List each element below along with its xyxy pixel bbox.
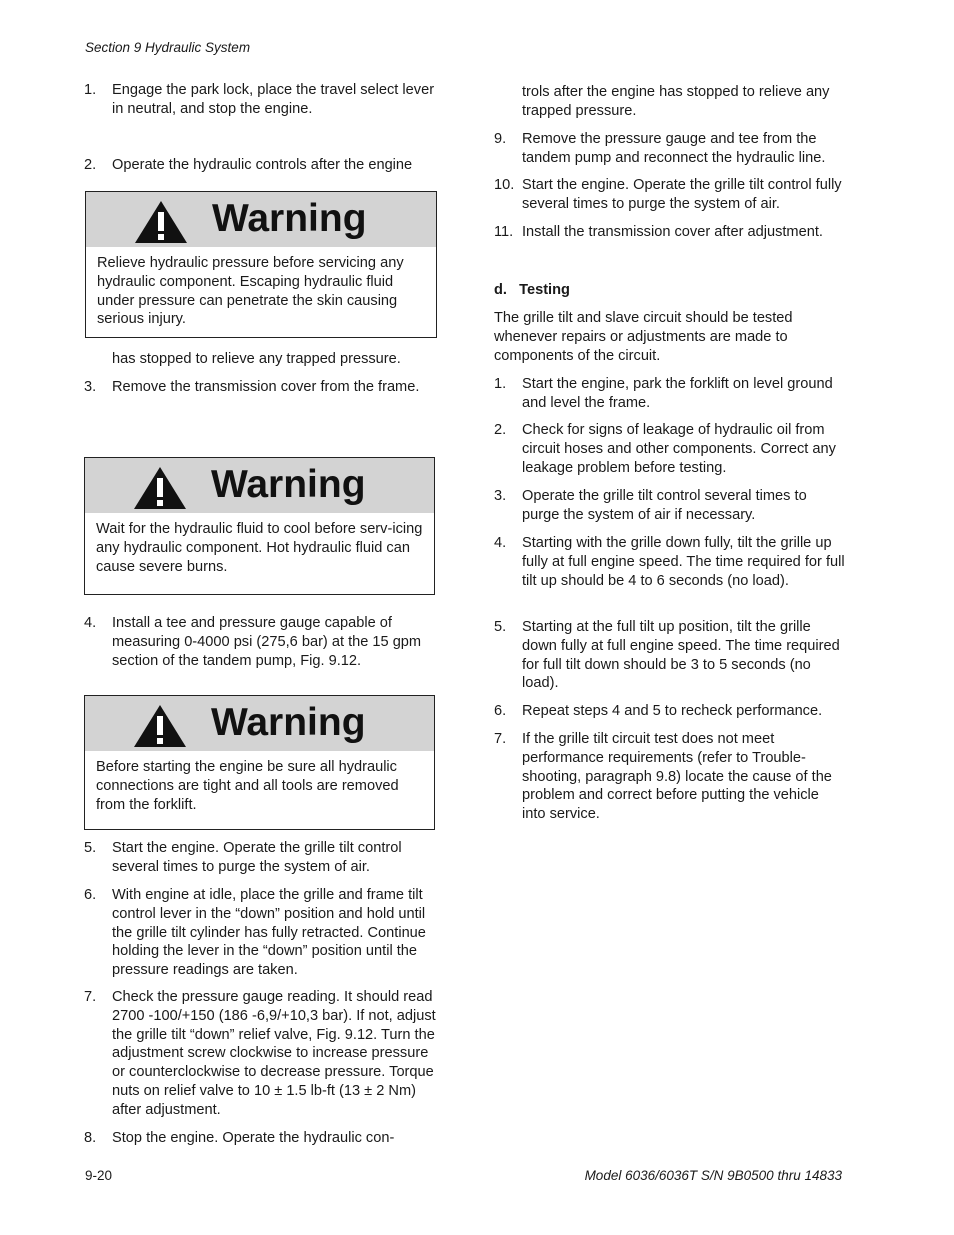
step-number: 4. [84,615,97,631]
step-1 [84,81,436,119]
test-step-7 [494,730,846,824]
step-number: 2. [494,422,507,438]
step-11 [494,223,846,242]
step-number: 3. [494,488,507,504]
step-number: 10. [494,177,515,193]
test-step-6 [494,702,846,721]
step-number: 4. [494,535,507,551]
step-number: 8. [84,1130,97,1146]
test-step-3 [494,487,846,525]
step-number: 3. [84,379,97,395]
step-7 [84,988,436,1120]
testing-heading: d. Testing [494,282,570,298]
step-9 [494,130,846,168]
step-text: Start the engine, park the forklift on level ground and level the frame. [522,376,833,411]
step-text: If the grille tilt circuit test does not meet performance requirements (refer to Trouble-shooting, paragraph 9.8) locate the cause of the problem and correct before putting the vehicle into service. [522,731,832,823]
warning-header [85,458,434,513]
step-text: Start the engine. Operate the grille tilt control several times to purge the system of air. [112,840,402,875]
warning-triangle-icon [133,704,187,748]
step-5 [84,839,436,877]
section-header: Section 9 Hydraulic System [85,40,251,55]
step-number: 9. [494,131,507,147]
warning-text: Wait for the hydraulic fluid to cool before serv-icing any hydraulic component. Hot hydraulic fluid can cause severe burns. [96,521,423,575]
page-number: 9-20 [85,1168,113,1183]
step-number: 5. [494,619,507,635]
step-text: Stop the engine. Operate the hydraulic con- [112,1130,395,1146]
warning-text: Before starting the engine be sure all hydraulic connections are tight and all tools are removed from the forklift. [96,759,399,813]
step-2-continued: has stopped to relieve any trapped pressure. [112,351,401,367]
step-6 [84,886,436,980]
test-step-4 [494,534,846,590]
warning-title: Warning [211,701,366,744]
step-number: 7. [494,731,507,747]
step-text: Operate the grille tilt control several times to purge the system of air if necessary. [522,488,807,523]
warning-triangle-icon [134,200,188,244]
step-text: Install the transmission cover after adjustment. [522,224,823,240]
step-text: Engage the park lock, place the travel select lever in neutral, and stop the engine. [112,82,435,117]
step-number: 7. [84,989,97,1005]
warning-title: Warning [211,463,366,506]
model-footer: Model 6036/6036T S/N 9B0500 thru 14833 [584,1168,842,1183]
test-step-1 [494,375,846,413]
warning-header [85,696,434,751]
step-2 [84,156,436,175]
step-text: Starting with the grille down fully, tilt the grille up fully at full engine speed. The time required for full tilt up should be 4 to 6 seconds (no load). [522,535,845,589]
step-text: Install a tee and pressure gauge capable of measuring 0-4000 psi (275,6 bar) at the 15 gpm section of the tandem pump, Fig. 9.12. [112,615,422,669]
step-text: Remove the pressure gauge and tee from the tandem pump and reconnect the hydraulic line. [522,131,826,166]
step-number: 2. [84,157,97,173]
step-8 [84,1129,436,1148]
test-step-5 [494,618,846,693]
step-text: Check the pressure gauge reading. It should read 2700 -100/+150 (186 -6,9/+10,3 bar). If not, adjust the grille tilt “down” relief valve, Fig. 9.12. Turn the adjustment screw clockwise to increase pressure or counterclockwise to decrease pressure. Torque nuts on relief valve to 10 ± 1.5 lb-ft (13 ± 2 Nm) after adjustment. [112,989,436,1118]
warning-text: Relieve hydraulic pressure before servicing any hydraulic component. Escaping hydraulic fluid under pressure can penetrate the skin causing serious injury. [97,255,404,328]
step-number: 6. [84,887,97,903]
step-number: 5. [84,840,97,856]
test-step-2 [494,421,846,477]
step-number: 6. [494,703,507,719]
step-text: Repeat steps 4 and 5 to recheck performance. [522,703,823,719]
warning-triangle-icon [133,466,187,510]
step-number: 1. [494,376,507,392]
warning-title: Warning [212,197,367,240]
step-8-continued: trols after the engine has stopped to relieve any trapped pressure. [522,84,830,119]
warning-box-pressure [85,191,437,338]
step-text: Operate the hydraulic controls after the engine [112,157,413,173]
step-4 [84,614,436,670]
step-text: Start the engine. Operate the grille tilt control fully several times to purge the system of air. [522,177,842,212]
step-text: Remove the transmission cover from the frame. [112,379,420,395]
step-text: Check for signs of leakage of hydraulic oil from circuit hoses and other components. Correct any leakage problem before testing. [522,422,836,476]
step-text: With engine at idle, place the grille and frame tilt control lever in the “down” position and hold until the grille tilt cylinder has fully retracted. Continue holding the lever in the “down” position until the pressure readings are taken. [112,887,426,979]
step-text: Starting at the full tilt up position, tilt the grille down fully at full engine speed. The time required for full tilt down should be 3 to 5 seconds (no load). [522,619,840,692]
step-3 [84,378,436,397]
warning-header [86,192,436,247]
step-number: 11. [494,224,514,240]
step-10 [494,176,846,214]
warning-box-connections [84,695,435,830]
testing-intro: The grille tilt and slave circuit should be tested whenever repairs or adjustments are made to components of the circuit. [494,310,793,364]
step-number: 1. [84,82,97,98]
warning-box-heat [84,457,435,595]
